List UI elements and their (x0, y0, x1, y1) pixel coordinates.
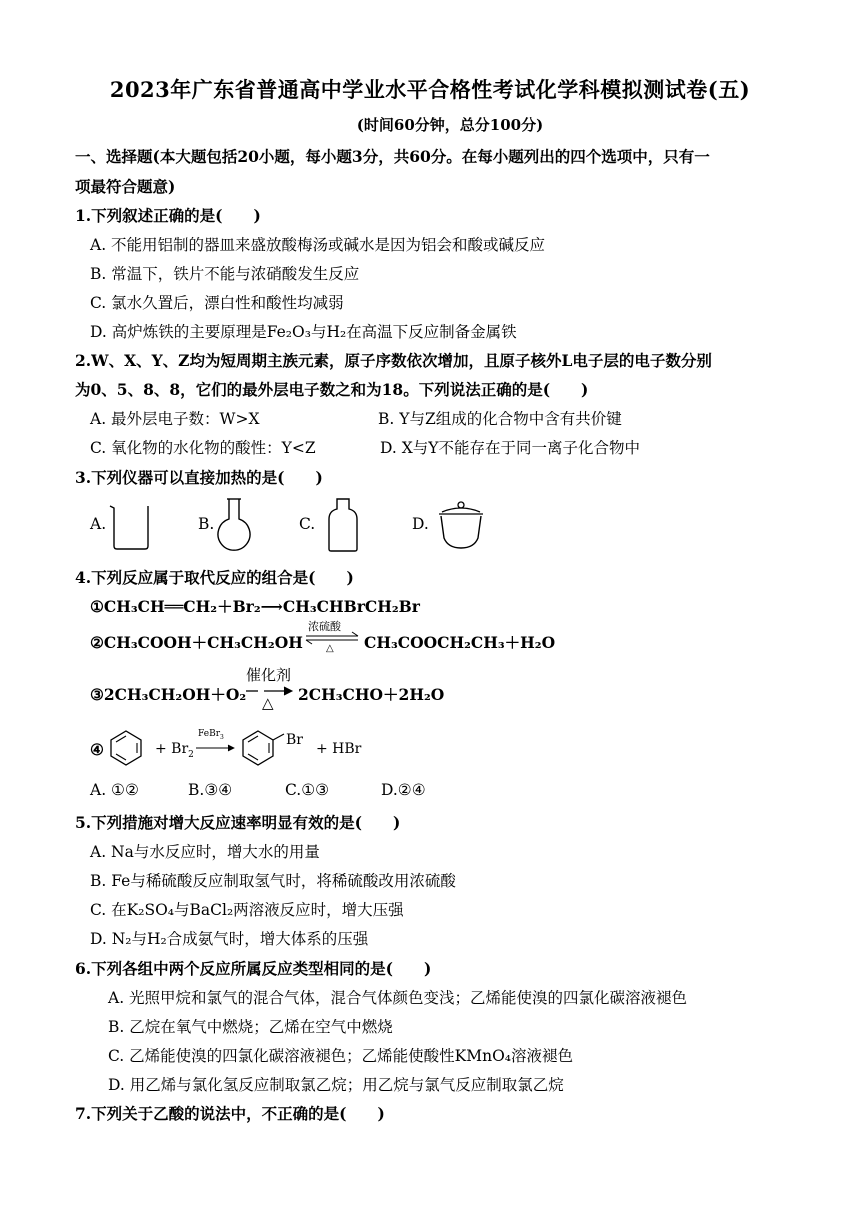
q5-option-a: A. Na与水反应时，增大水的用量 (90, 843, 320, 861)
beaker-icon (108, 502, 152, 552)
q4-option-a: A. ①② (90, 781, 139, 799)
q3-option-d-label: D. (412, 515, 429, 533)
q1-option-a: A. 不能用铝制的器皿来盛放酸梅汤或碱水是因为铝会和酸或碱反应 (90, 236, 546, 254)
q6-option-a: A. 光照甲烷和氯气的混合气体，混合气体颜色变浅；乙烯能使溴的四氯化碳溶液褪色 (108, 989, 688, 1007)
q1-option-d: D. 高炉炼铁的主要原理是Fe₂O₃与H₂在高温下反应制备金属铁 (90, 323, 517, 341)
q4-option-d: D.②④ (381, 781, 426, 799)
q1-stem: 1.下列叙述正确的是( ) (75, 206, 261, 225)
q2-stem-line1: 2.W、X、Y、Z均为短周期主族元素，原子序数依次增加，且原子核外L电子层的电子数分别 (75, 351, 712, 370)
q4-reaction-3-heat: △ (262, 694, 274, 712)
q5-option-c: C. 在K₂SO₄与BaCl₂两溶液反应时，增大压强 (90, 901, 404, 919)
q4-reaction-2-right: CH₃COOCH₂CH₃＋H₂O (364, 633, 556, 652)
q4-reaction-1: ①CH₃CH══CH₂＋Br₂⟶CH₃CHBrCH₂Br (90, 597, 420, 616)
q4-stem: 4.下列反应属于取代反应的组合是( ) (75, 568, 354, 587)
q2-option-a: A. 最外层电子数：W>X (90, 410, 260, 428)
q5-stem: 5.下列措施对增大反应速率明显有效的是( ) (75, 813, 401, 832)
q4-reaction-4-reactant: + $Br_2$ (155, 741, 194, 760)
reaction-arrow-icon (194, 743, 238, 753)
q4-reaction-2-left: ②CH₃COOH＋CH₃CH₂OH (90, 633, 303, 652)
q2-option-c: C. 氧化物的水化物的酸性：Y<Z (90, 439, 316, 457)
q4-reaction-3-condition: 催化剂 (246, 666, 292, 684)
q4-reaction-4-catalyst: FeBr$_3$ (198, 729, 224, 741)
section-heading-line2: 项最符合题意) (75, 177, 176, 196)
q4-reaction-2-condition: 浓硫酸 (308, 620, 341, 633)
benzene-ring-icon (108, 728, 144, 768)
q7-stem: 7.下列关于乙酸的说法中，不正确的是( ) (75, 1104, 385, 1123)
q2-stem-line2: 为0、5、8、8，它们的最外层电子数之和为18。下列说法正确的是( ) (75, 380, 589, 399)
q4-reaction-4-byproduct: + HBr (316, 741, 362, 757)
q5-option-b: B. Fe与稀硫酸反应制取氢气时，将稀硫酸改用浓硫酸 (90, 872, 456, 890)
crucible-with-lid-icon (436, 500, 486, 552)
q4-reaction-4-number: ④ (90, 740, 104, 759)
q4-reaction-3-right: 2CH₃CHO＋2H₂O (298, 685, 445, 704)
q2-option-d: D. X与Y不能存在于同一离子化合物中 (380, 439, 640, 457)
reagent-bottle-icon (325, 497, 361, 555)
q3-option-a-label: A. (90, 515, 107, 533)
q5-option-d: D. N₂与H₂合成氨气时，增大体系的压强 (90, 930, 369, 948)
q4-reaction-2-heat: △ (326, 643, 334, 654)
bromobenzene-icon (240, 728, 292, 768)
q3-stem: 3.下列仪器可以直接加热的是( ) (75, 468, 323, 487)
q6-option-c: C. 乙烯能使溴的四氯化碳溶液褪色；乙烯能使酸性KMnO₄溶液褪色 (108, 1047, 574, 1065)
section-heading-line1: 一、选择题(本大题包括20小题，每小题3分，共60分。在每小题列出的四个选项中，只有一 (75, 147, 710, 166)
q3-option-c-label: C. (299, 515, 316, 533)
round-bottom-flask-icon (214, 497, 254, 555)
q6-option-b: B. 乙烷在氧气中燃烧；乙烯在空气中燃烧 (108, 1018, 393, 1036)
q4-option-c: C.①③ (285, 781, 330, 799)
q2-option-b: B. Y与Z组成的化合物中含有共价键 (378, 410, 622, 428)
q4-option-b: B.③④ (188, 781, 233, 799)
q1-option-c: C. 氯水久置后，漂白性和酸性均减弱 (90, 294, 344, 312)
page-subtitle: (时间60分钟，总分100分) (356, 116, 544, 134)
q1-option-b: B. 常温下，铁片不能与浓硝酸发生反应 (90, 265, 360, 283)
q6-stem: 6.下列各组中两个反应所属反应类型相同的是( ) (75, 959, 432, 978)
q3-option-b-label: B. (198, 515, 215, 533)
q6-option-d: D. 用乙烯与氯化氢反应制取氯乙烷；用乙烷与氯气反应制取氯乙烷 (108, 1076, 564, 1094)
q4-reaction-4-product: Br (286, 732, 303, 748)
q4-reaction-3-left: ③2CH₃CH₂OH＋O₂ (90, 685, 247, 704)
page-title: 2023年广东省普通高中学业水平合格性考试化学科模拟测试卷(五) (109, 77, 751, 102)
